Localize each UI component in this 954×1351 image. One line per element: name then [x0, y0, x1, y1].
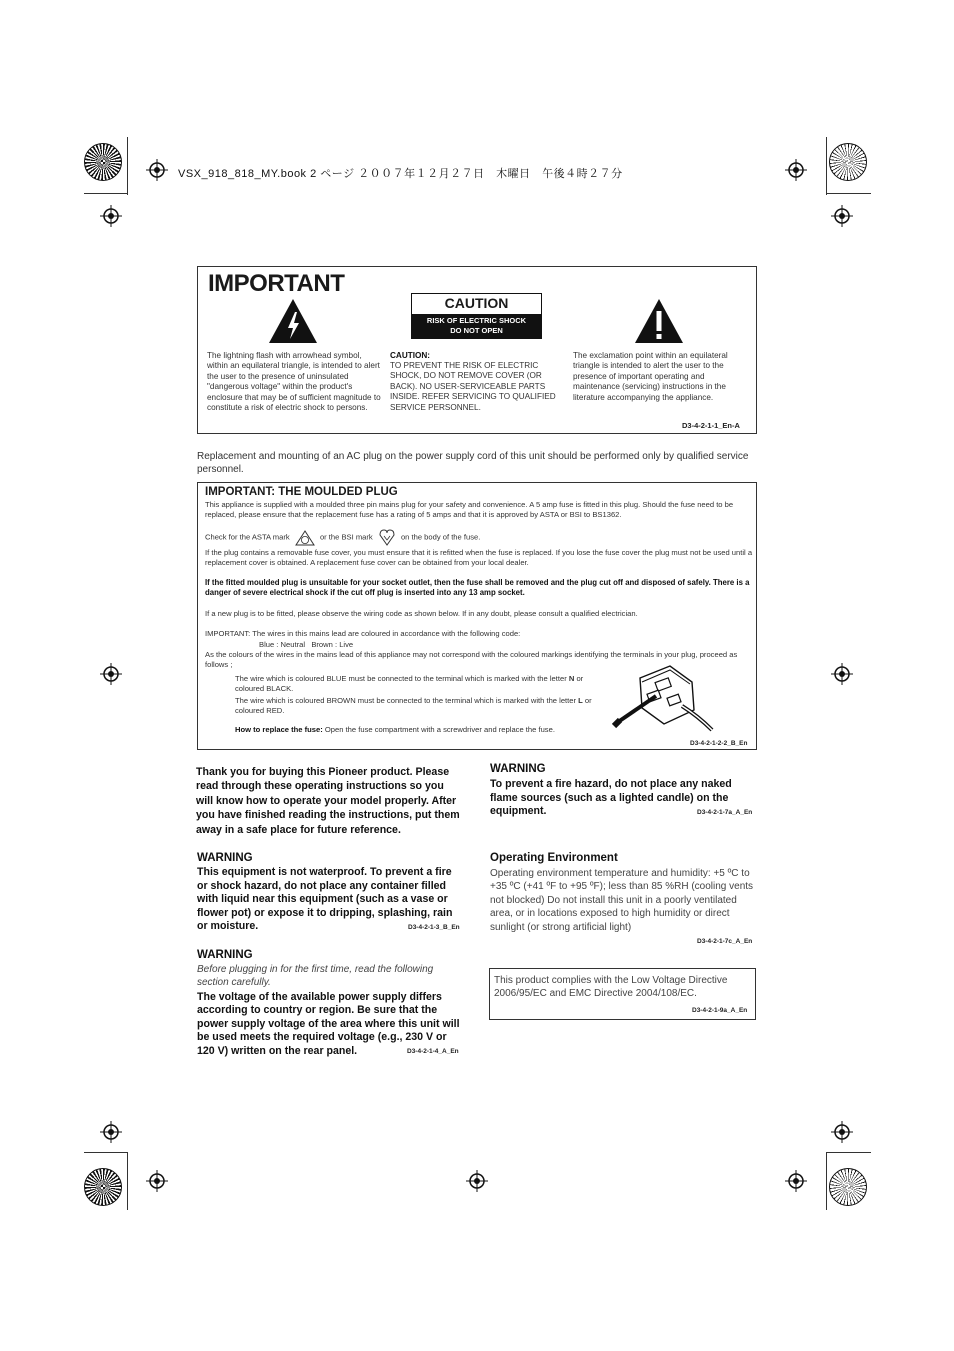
lightning-description: The lightning flash with arrowhead symbol, within an equilateral triangle, is intended to alert the user to the presence of uninsulated "dangerous voltage" within the product's enclosure that may be of sufficient magnitude to constitute a risk of electric shock to persons.	[207, 351, 381, 413]
caution-title: CAUTION	[444, 295, 509, 311]
warning-text: The voltage of the available power supply differs according to country or region. Be sure that the power supply voltage of the area where this unit will be used meets the required voltage (e.g., 230 V or 120 V) written on the rear panel.	[197, 991, 460, 1057]
crosshair-icon	[785, 159, 807, 181]
crosshair-icon	[146, 1170, 168, 1192]
registration-wheel-icon	[84, 1168, 122, 1206]
blue-wire-instruction	[235, 674, 613, 693]
caution-band-line: RISK OF ELECTRIC SHOCK	[426, 316, 527, 325]
warning-italic-note: Before plugging in for the first time, read the following section carefully.	[197, 964, 434, 988]
crop-mark	[826, 137, 827, 195]
caution-heading: CAUTION:	[390, 351, 431, 360]
blue-text: The wire which is coloured BLUE must be connected to the terminal which is marked with the letter	[235, 674, 569, 683]
crosshair-icon	[146, 159, 168, 181]
wires-codes: Blue : Neutral Brown : Live	[259, 640, 354, 649]
colours-line: As the colours of the wires in the mains lead of this appliance may not correspond with the coloured markings identifying the terminals in your plug, proceed as follows ;	[205, 650, 738, 669]
brown-letter: L	[578, 696, 583, 705]
crop-mark	[127, 1152, 128, 1210]
warning-heading: WARNING	[197, 949, 253, 961]
reference-code: D3-4-2-1-4_A_En	[407, 1048, 459, 1055]
asta-prefix: Check for the ASTA mark	[205, 532, 290, 542]
asta-check-line	[205, 529, 480, 546]
bsi-kitemark-icon	[378, 529, 396, 546]
caution-label	[411, 293, 542, 339]
crosshair-icon	[100, 663, 122, 685]
exclamation-triangle-icon	[634, 298, 684, 344]
directive-text: This product complies with the Low Voltage Directive 2006/95/EC and EMC Directive 2004/108/EC.	[494, 975, 728, 1000]
environment-heading: Operating Environment	[490, 852, 618, 864]
fuse-label: How to replace the fuse:	[235, 725, 323, 734]
reference-code: D3-4-2-1-9a_A_En	[692, 1007, 748, 1014]
asta-mark-icon	[295, 530, 315, 546]
reference-code: D3-4-2-1-7c_A_En	[697, 938, 753, 945]
moulded-plug-title: IMPORTANT: THE MOULDED PLUG	[205, 486, 398, 498]
crosshair-icon	[100, 1121, 122, 1143]
crosshair-icon	[100, 205, 122, 227]
crop-mark	[84, 1152, 128, 1153]
replacement-note: Replacement and mounting of an AC plug on the power supply cord of this unit should be performed only by qualified service personnel.	[197, 451, 749, 475]
crop-mark	[127, 137, 128, 195]
crosshair-icon	[785, 1170, 807, 1192]
reference-code: D3-4-2-1-3_B_En	[408, 924, 460, 931]
fuse-text: Open the fuse compartment with a screwdriver and replace the fuse.	[322, 725, 555, 734]
brown-text-end: or coloured RED.	[235, 696, 592, 715]
registration-wheel-icon	[829, 143, 867, 181]
registration-wheel-icon	[84, 143, 122, 181]
thank-you-note: Thank you for buying this Pioneer product. Please read through these operating instructions so you will know how to operate your model properly. After you have finished reading the instructions, put them away in a safe place for future reference.	[196, 766, 460, 836]
blue-letter: N	[568, 674, 575, 683]
bsi-prefix: or the BSI mark	[319, 532, 373, 542]
brown-text: The wire which is coloured BROWN must be connected to the terminal which is marked with the letter	[235, 696, 579, 705]
crop-mark	[826, 1152, 827, 1210]
lightning-triangle-icon	[268, 298, 318, 344]
caution-description: TO PREVENT THE RISK OF ELECTRIC SHOCK, DO NOT REMOVE COVER (OR BACK). NO USER-SERVICEABLE PARTS INSIDE. REFER SERVICING TO QUALIFIED SERVICE PERSONNEL.	[390, 361, 556, 412]
crosshair-icon	[831, 663, 853, 685]
plug-screwdriver-illustration-icon	[612, 662, 716, 734]
caution-band	[412, 314, 541, 338]
reference-code: D3-4-2-1-7a_A_En	[697, 809, 753, 816]
plug-paragraph: This appliance is supplied with a moulded three pin mains plug for your safety and convenience. A 5 amp fuse is fitted in this plug. Should the fuse need to be replaced, please ensure that the replacement fuse has a rating of 5 amps and that it is approved by ASTA or BSI to BS1362.	[205, 500, 734, 519]
wires-line: IMPORTANT: The wires in this mains lead are coloured in accordance with the following code:	[205, 629, 521, 638]
blue-text-end: or coloured BLACK.	[235, 674, 584, 693]
warning-heading: WARNING	[490, 763, 546, 775]
plug-paragraph: If the plug contains a removable fuse cover, you must ensure that it is refitted when the fuse is replaced. If you lose the fuse cover the plug must not be used until a replacement cover is obtained. A replacement fuse cover can be obtained from your local dealer.	[205, 548, 753, 567]
print-header: VSX_918_818_MY.book 2 ページ ２００７年１２月２７日 木曜日 午後４時２７分	[178, 168, 623, 180]
crop-mark	[826, 193, 871, 194]
crosshair-icon	[466, 1170, 488, 1192]
reference-code: D3-4-2-1-2-2_B_En	[690, 740, 748, 747]
warning-text: To prevent a fire hazard, do not place any naked flame sources (such as a lighted candle) on the equipment.	[490, 778, 732, 818]
fuse-instruction	[235, 725, 555, 735]
caution-band-line: DO NOT OPEN	[450, 326, 503, 335]
important-title: IMPORTANT	[208, 270, 345, 297]
exclamation-description: The exclamation point within an equilateral triangle is intended to alert the user to the presence of important operating and maintenance (servicing) instructions in the literature accompanying the appliance.	[573, 351, 728, 402]
crop-mark	[826, 1152, 871, 1153]
reference-code: D3-4-2-1-1_En-A	[682, 421, 740, 430]
warning-heading: WARNING	[197, 852, 253, 864]
bsi-suffix: on the body of the fuse.	[400, 532, 481, 542]
crop-mark	[84, 193, 128, 194]
environment-text: Operating environment temperature and humidity: +5 ºC to +35 ºC (+41 ºF to +95 ºF); less than 85 %RH (cooling vents not blocked) Do not install this unit in a poorly ventilated area, or in locations exposed to high humidity or direct sunlight (or strong artificial light)	[490, 868, 754, 933]
registration-wheel-icon	[829, 1168, 867, 1206]
plug-paragraph: If a new plug is to be fitted, please observe the wiring code as shown below. If in any doubt, please consult a qualified electrician.	[205, 609, 638, 618]
crosshair-icon	[831, 205, 853, 227]
warning-text: This equipment is not waterproof. To prevent a fire or shock hazard, do not place any container filled with liquid near this equipment (such as a vase or flower pot) or expose it to dripping, splashing, rain or moisture.	[197, 866, 453, 933]
crosshair-icon	[831, 1121, 853, 1143]
plug-warning-bold: If the fitted moulded plug is unsuitable for your socket outlet, then the fuse shall be removed and the plug cut off and disposed of safely. There is a danger of severe electrical shock if the cut off plug is inserted into any 13 amp socket.	[205, 578, 750, 597]
brown-wire-instruction	[235, 696, 613, 715]
